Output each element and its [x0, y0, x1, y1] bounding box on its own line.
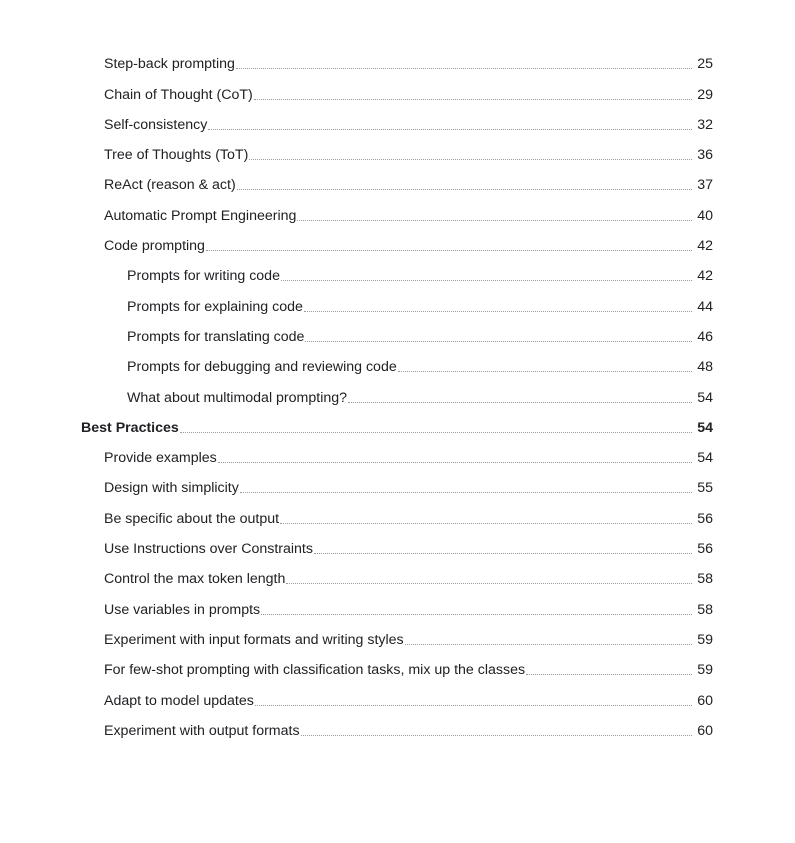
toc-entry-page: 44	[697, 298, 713, 315]
toc-entry[interactable]	[0, 683, 795, 713]
toc-entry-title: For few-shot prompting with classification tasks, mix up the classes	[104, 662, 526, 679]
dot-leader	[254, 98, 692, 100]
toc-entry-title: Design with simplicity	[104, 480, 239, 497]
toc-subentry[interactable]	[0, 289, 795, 319]
dot-leader	[255, 704, 692, 706]
toc-entry-page: 59	[697, 631, 713, 648]
dot-leader	[314, 552, 692, 554]
toc-entry[interactable]	[0, 532, 795, 562]
toc-entry-title: Prompts for translating code	[127, 328, 305, 345]
toc-entry-title: Use Instructions over Constraints	[104, 541, 313, 558]
toc-entry-title: Prompts for writing code	[127, 268, 280, 285]
toc-entry-page: 55	[697, 480, 713, 497]
toc-entry[interactable]	[0, 653, 795, 683]
dot-leader	[208, 128, 692, 130]
toc-entry[interactable]	[0, 229, 795, 259]
toc-entry-title: Step-back prompting	[104, 56, 235, 73]
toc-entry-title: Be specific about the output	[104, 510, 280, 527]
toc-entry-page: 37	[697, 177, 713, 194]
dot-leader	[305, 340, 692, 342]
dot-leader	[249, 158, 692, 160]
toc-subentry[interactable]	[0, 259, 795, 289]
toc-entry-page: 48	[697, 359, 713, 376]
toc-entry-page: 58	[697, 601, 713, 618]
toc-entry-page: 40	[697, 207, 713, 224]
toc-entry-page: 58	[697, 571, 713, 588]
dot-leader	[236, 67, 692, 69]
toc-entry[interactable]	[0, 77, 795, 107]
dot-leader	[405, 643, 692, 645]
toc-entry[interactable]	[0, 592, 795, 622]
toc-entry-title: Code prompting	[104, 238, 205, 255]
dot-leader	[261, 613, 692, 615]
toc-entry-page: 59	[697, 662, 713, 679]
toc-entry[interactable]	[0, 138, 795, 168]
dot-leader	[240, 491, 692, 493]
toc-entry-title: Control the max token length	[104, 571, 286, 588]
toc-subentry[interactable]	[0, 350, 795, 380]
toc-entry[interactable]	[0, 168, 795, 198]
toc-entry-title: Tree of Thoughts (ToT)	[104, 147, 249, 164]
dot-leader	[304, 310, 692, 312]
toc-entry-title: Provide examples	[104, 450, 217, 467]
toc-entry[interactable]	[0, 562, 795, 592]
toc-entry-title: What about multimodal prompting?	[127, 389, 348, 406]
toc-entry-page: 56	[697, 510, 713, 527]
toc-entry-page: 54	[697, 450, 713, 467]
toc-entry-page: 54	[697, 419, 713, 436]
toc-entry-title: Experiment with input formats and writing styles	[104, 631, 404, 648]
dot-leader	[348, 401, 692, 403]
toc-entry-page: 29	[697, 86, 713, 103]
toc-entry-title: Use variables in prompts	[104, 601, 261, 618]
dot-leader	[297, 219, 692, 221]
toc-entry[interactable]	[0, 623, 795, 653]
toc-entry[interactable]	[0, 108, 795, 138]
dot-leader	[398, 370, 692, 372]
toc-entry-title: Best Practices	[81, 419, 179, 436]
toc-subentry[interactable]	[0, 320, 795, 350]
toc-entry-page: 32	[697, 116, 713, 133]
toc-entry-title: Automatic Prompt Engineering	[104, 207, 297, 224]
toc-entry-title: Adapt to model updates	[104, 692, 254, 709]
toc-entry-page: 42	[697, 268, 713, 285]
toc-entry-page: 36	[697, 147, 713, 164]
dot-leader	[237, 188, 692, 190]
toc-entry[interactable]	[0, 471, 795, 501]
dot-leader	[180, 431, 692, 433]
table-of-contents	[0, 47, 795, 744]
toc-entry-title: ReAct (reason & act)	[104, 177, 236, 194]
toc-entry-page: 60	[697, 722, 713, 739]
dot-leader	[301, 734, 692, 736]
toc-entry-page: 60	[697, 692, 713, 709]
toc-subentry[interactable]	[0, 380, 795, 410]
toc-entry-title: Chain of Thought (CoT)	[104, 86, 253, 103]
toc-entry-title: Prompts for debugging and reviewing code	[127, 359, 397, 376]
toc-entry-title: Prompts for explaining code	[127, 298, 303, 315]
toc-entry-page: 42	[697, 238, 713, 255]
toc-entry[interactable]	[0, 714, 795, 744]
dot-leader	[280, 522, 692, 524]
toc-entry-page: 46	[697, 328, 713, 345]
toc-entry-page: 56	[697, 541, 713, 558]
toc-entry-title: Self-consistency	[104, 116, 208, 133]
toc-entry-page: 54	[697, 389, 713, 406]
toc-entry-title: Experiment with output formats	[104, 722, 300, 739]
dot-leader	[206, 249, 692, 251]
toc-section-heading[interactable]	[0, 411, 795, 441]
dot-leader	[281, 279, 692, 281]
dot-leader	[526, 673, 692, 675]
toc-entry[interactable]	[0, 441, 795, 471]
dot-leader	[286, 582, 692, 584]
dot-leader	[218, 461, 692, 463]
toc-entry[interactable]	[0, 501, 795, 531]
toc-entry[interactable]	[0, 198, 795, 228]
toc-entry[interactable]	[0, 47, 795, 77]
toc-entry-page: 25	[697, 56, 713, 73]
